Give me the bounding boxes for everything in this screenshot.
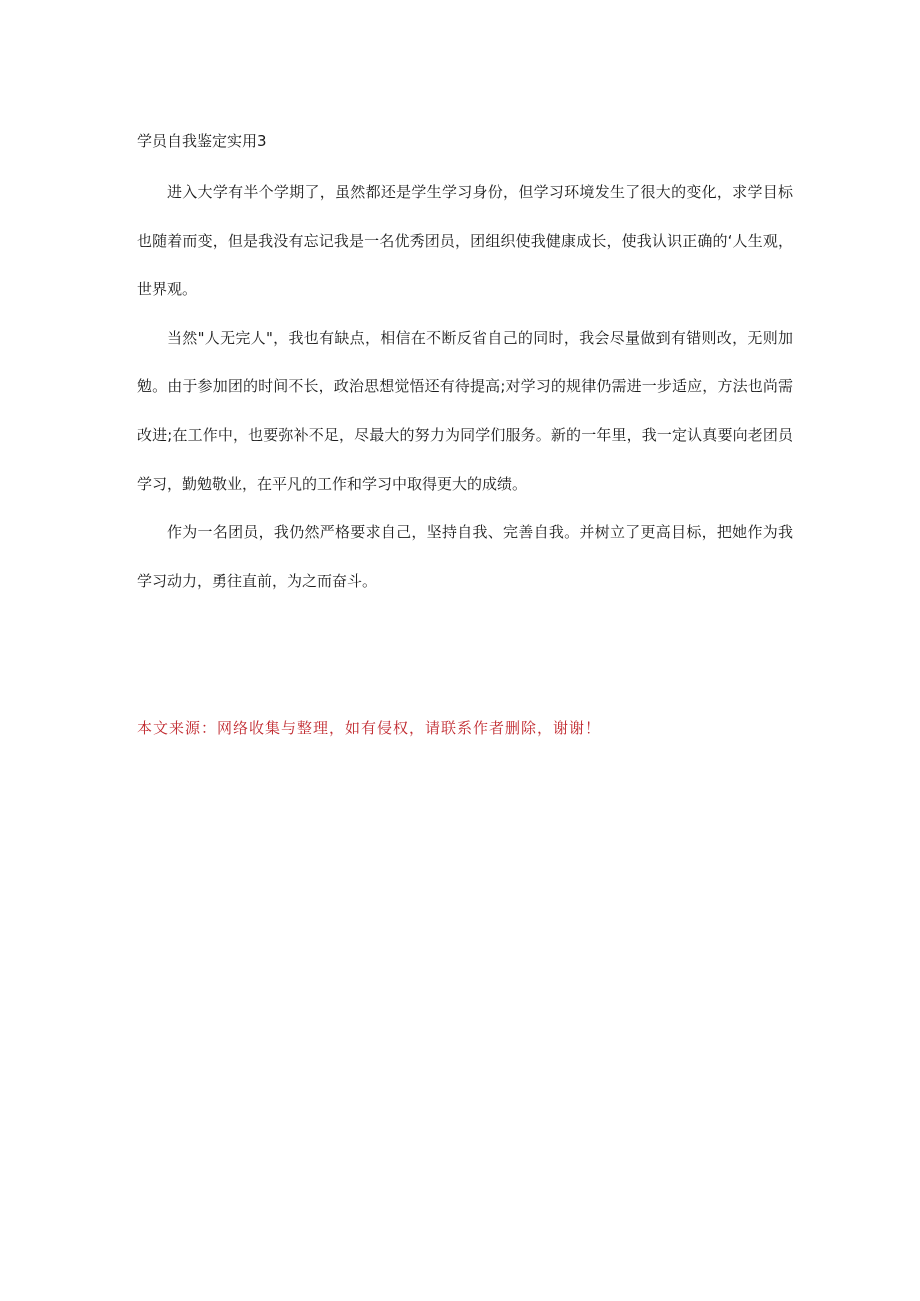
document-title: 学员自我鉴定实用3 <box>137 132 267 150</box>
source-note: 本文来源：网络收集与整理，如有侵权，请联系作者删除，谢谢！ <box>137 719 602 737</box>
document-body <box>137 168 793 605</box>
paragraph-1: 进入大学有半个学期了，虽然都还是学生学习身份，但学习环境发生了很大的变化，求学目标也随着而变，但是我没有忘记我是一名优秀团员，团组织使我健康成长，使我认识正确的‘人生观，世界观。 <box>137 183 793 299</box>
paragraph-3: 作为一名团员，我仍然严格要求自己，坚持自我、完善自我。并树立了更高目标，把她作为我学习动力，勇往直前，为之而奋斗。 <box>137 523 793 590</box>
paragraph-2: 当然"人无完人"，我也有缺点，相信在不断反省自己的同时，我会尽量做到有错则改，无则加勉。由于参加团的时间不长，政治思想觉悟还有待提高;对学习的规律仍需进一步适应，方法也尚需改进;在工作中，也要弥补不足，尽最大的努力为同学们服务。新的一年里，我一定认真要向老团员学习，勤勉敬业，在平凡的工作和学习中取得更大的成绩。 <box>137 328 793 493</box>
